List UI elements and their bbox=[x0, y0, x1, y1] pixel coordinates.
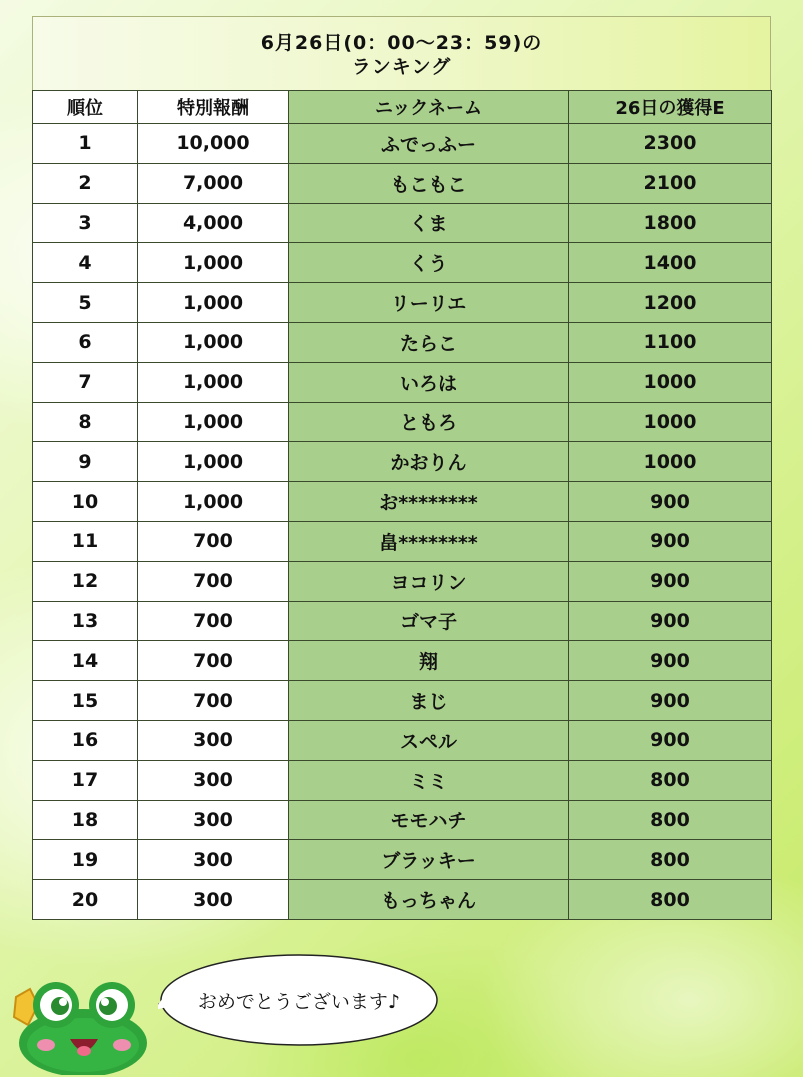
header-row bbox=[33, 91, 772, 124]
congratulations-text: おめでとうございます♪ bbox=[197, 990, 401, 1013]
reward-cell: 1,000 bbox=[138, 283, 289, 323]
earned-cell: 1800 bbox=[569, 203, 772, 243]
frog-mascot-icon bbox=[8, 975, 158, 1075]
table-row bbox=[33, 362, 772, 402]
earned-cell: 800 bbox=[569, 800, 772, 840]
reward-cell: 700 bbox=[138, 561, 289, 601]
earned-cell: 900 bbox=[569, 521, 772, 561]
nickname-cell: たらこ bbox=[289, 322, 569, 362]
nickname-cell: お******** bbox=[289, 482, 569, 522]
nickname-cell: いろは bbox=[289, 362, 569, 402]
reward-cell: 300 bbox=[138, 800, 289, 840]
nickname-cell: スペル bbox=[289, 720, 569, 760]
table-row bbox=[33, 601, 772, 641]
table-row bbox=[33, 641, 772, 681]
reward-cell: 300 bbox=[138, 720, 289, 760]
reward-cell: 1,000 bbox=[138, 482, 289, 522]
nickname-cell: くま bbox=[289, 203, 569, 243]
title-line-2: ランキング bbox=[351, 56, 452, 78]
reward-cell: 700 bbox=[138, 641, 289, 681]
earned-cell: 1100 bbox=[569, 322, 772, 362]
reward-cell: 700 bbox=[138, 521, 289, 561]
earned-cell: 900 bbox=[569, 720, 772, 760]
table-row bbox=[33, 402, 772, 442]
rank-cell: 15 bbox=[33, 681, 138, 721]
nickname-cell: モモハチ bbox=[289, 800, 569, 840]
earned-cell: 800 bbox=[569, 840, 772, 880]
nickname-cell: まじ bbox=[289, 681, 569, 721]
nickname-cell: 畠******** bbox=[289, 521, 569, 561]
nickname-cell: くう bbox=[289, 243, 569, 283]
table-row bbox=[33, 681, 772, 721]
table-row bbox=[33, 203, 772, 243]
rank-cell: 1 bbox=[33, 124, 138, 164]
reward-cell: 1,000 bbox=[138, 442, 289, 482]
earned-cell: 900 bbox=[569, 641, 772, 681]
rank-cell: 9 bbox=[33, 442, 138, 482]
rank-cell: 12 bbox=[33, 561, 138, 601]
reward-cell: 700 bbox=[138, 681, 289, 721]
nickname-cell: 翔 bbox=[289, 641, 569, 681]
rank-cell: 6 bbox=[33, 322, 138, 362]
rank-cell: 7 bbox=[33, 362, 138, 402]
table-row bbox=[33, 800, 772, 840]
header-reward: 特別報酬 bbox=[138, 91, 289, 124]
reward-cell: 1,000 bbox=[138, 243, 289, 283]
rank-cell: 3 bbox=[33, 203, 138, 243]
earned-cell: 900 bbox=[569, 601, 772, 641]
nickname-cell: もこもこ bbox=[289, 163, 569, 203]
table-row bbox=[33, 561, 772, 601]
speech-bubble bbox=[158, 952, 440, 1048]
rank-cell: 16 bbox=[33, 720, 138, 760]
earned-cell: 900 bbox=[569, 482, 772, 522]
table-row bbox=[33, 243, 772, 283]
nickname-cell: ミミ bbox=[289, 760, 569, 800]
table-row bbox=[33, 760, 772, 800]
rank-cell: 13 bbox=[33, 601, 138, 641]
header-rank: 順位 bbox=[33, 91, 138, 124]
table-row bbox=[33, 442, 772, 482]
reward-cell: 4,000 bbox=[138, 203, 289, 243]
rank-cell: 11 bbox=[33, 521, 138, 561]
rank-cell: 20 bbox=[33, 880, 138, 920]
rank-cell: 4 bbox=[33, 243, 138, 283]
rank-cell: 2 bbox=[33, 163, 138, 203]
rank-cell: 14 bbox=[33, 641, 138, 681]
ranking-sheet bbox=[32, 16, 771, 920]
reward-cell: 1,000 bbox=[138, 362, 289, 402]
reward-cell: 300 bbox=[138, 760, 289, 800]
table-row bbox=[33, 880, 772, 920]
earned-cell: 1000 bbox=[569, 402, 772, 442]
nickname-cell: リーリエ bbox=[289, 283, 569, 323]
nickname-cell: ヨコリン bbox=[289, 561, 569, 601]
reward-cell: 1,000 bbox=[138, 402, 289, 442]
rank-cell: 18 bbox=[33, 800, 138, 840]
ranking-table bbox=[32, 90, 772, 920]
table-row bbox=[33, 840, 772, 880]
table-row bbox=[33, 322, 772, 362]
table-row bbox=[33, 163, 772, 203]
reward-cell: 10,000 bbox=[138, 124, 289, 164]
nickname-cell: ブラッキー bbox=[289, 840, 569, 880]
earned-cell: 1000 bbox=[569, 362, 772, 402]
rank-cell: 19 bbox=[33, 840, 138, 880]
table-row bbox=[33, 124, 772, 164]
nickname-cell: もっちゃん bbox=[289, 880, 569, 920]
earned-cell: 800 bbox=[569, 760, 772, 800]
earned-cell: 800 bbox=[569, 880, 772, 920]
earned-cell: 2100 bbox=[569, 163, 772, 203]
title-line-1: 6月26日(0：00～23：59)の bbox=[260, 32, 543, 54]
earned-cell: 900 bbox=[569, 681, 772, 721]
title-box bbox=[32, 16, 771, 90]
nickname-cell: かおりん bbox=[289, 442, 569, 482]
reward-cell: 1,000 bbox=[138, 322, 289, 362]
table-row bbox=[33, 482, 772, 522]
nickname-cell: ゴマ子 bbox=[289, 601, 569, 641]
rank-cell: 10 bbox=[33, 482, 138, 522]
reward-cell: 700 bbox=[138, 601, 289, 641]
rank-cell: 17 bbox=[33, 760, 138, 800]
table-row bbox=[33, 283, 772, 323]
table-row bbox=[33, 521, 772, 561]
earned-cell: 1000 bbox=[569, 442, 772, 482]
earned-cell: 1400 bbox=[569, 243, 772, 283]
earned-cell: 2300 bbox=[569, 124, 772, 164]
table-row bbox=[33, 720, 772, 760]
earned-cell: 1200 bbox=[569, 283, 772, 323]
header-nickname: ニックネーム bbox=[289, 91, 569, 124]
reward-cell: 300 bbox=[138, 840, 289, 880]
reward-cell: 7,000 bbox=[138, 163, 289, 203]
reward-cell: 300 bbox=[138, 880, 289, 920]
rank-cell: 8 bbox=[33, 402, 138, 442]
earned-cell: 900 bbox=[569, 561, 772, 601]
nickname-cell: ともろ bbox=[289, 402, 569, 442]
rank-cell: 5 bbox=[33, 283, 138, 323]
header-earned: 26日の獲得E bbox=[569, 91, 772, 124]
nickname-cell: ふでっふー bbox=[289, 124, 569, 164]
